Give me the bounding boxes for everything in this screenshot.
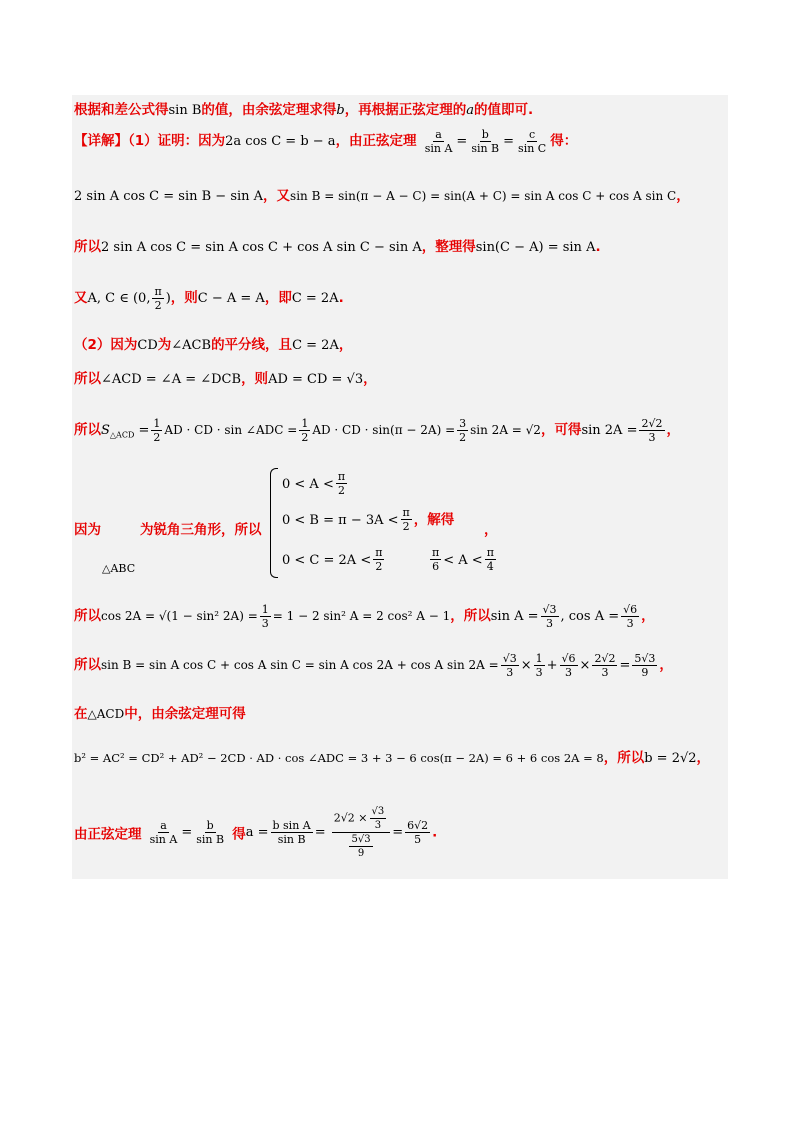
- inequality-row: 0 < C = 2A < $\frac{\pi}{2}$: [282, 546, 383, 573]
- fraction: $\frac{3}{2}$: [459, 417, 467, 444]
- brace-icon: [270, 468, 278, 578]
- fraction: $\frac{b}{\text{sin B}}$: [471, 128, 500, 155]
- inequality-row: 0 < B = π − 3A < $\frac{\pi}{2}$ ，解得: [282, 506, 455, 533]
- fraction: $\frac{\pi}{2}$: [402, 506, 410, 533]
- cosine-law-line: b² = AC² = CD² + AD² − 2CD · AD · cos ∠ADC = 3 + 3 − 6 cos(π − 2A) = 6 + 6 cos 2A = 8，所以b = 2√2，: [74, 750, 711, 766]
- triangle-ACD-line: 在△ACD中，由余弦定理可得: [74, 706, 246, 722]
- sine-law-final-line: 由正弦定理 $\frac{a}{\text{sin A}}$ = $\frac{b}{\text{sin B}}$ 得a = $\frac{\text{b sin A}}{\text{sin B}}$ = 2√2 × $\frac{√3}{3}$ $\frac{5√3}{9}$ = $\frac{6√2}{5}$ .: [74, 806, 438, 859]
- fraction: $\frac{5√3}{9}$: [634, 652, 656, 679]
- fraction: $\frac{1}{2}$: [301, 417, 309, 444]
- fraction: $\frac{\pi}{6}$: [432, 546, 440, 573]
- fraction: $\frac{√6}{3}$: [623, 603, 638, 630]
- conclusion-part1-line: 又A, C ∈ (0, $\frac{\pi}{2}$ )，则C − A = A，即C = 2A.: [74, 285, 344, 312]
- fraction: $\frac{\pi}{2}$: [337, 470, 346, 497]
- fraction: $\frac{1}{2}$: [153, 417, 161, 444]
- fraction: $\frac{\pi}{2}$: [154, 285, 162, 312]
- area-formula-line: 所以$S_{\triangle ACD}$ = $\frac{1}{2}$ AD · CD · sin ∠ADC = $\frac{1}{2}$ AD · CD · sin(π − 2A) = $\frac{3}{2}$ sin 2A = √2，可得sin 2A = $\frac{2√2}{3}$ ，: [74, 417, 680, 444]
- range-of-A: $\frac{\pi}{6}$ < A < $\frac{\pi}{4}$: [432, 546, 494, 573]
- inequality-row: 0 < A < $\frac{\pi}{2}$: [282, 470, 346, 497]
- fraction: $\frac{1}{3}$: [261, 603, 269, 630]
- fraction: $\frac{6√2}{5}$: [407, 819, 429, 846]
- complex-fraction: 2√2 × $\frac{√3}{3}$ $\frac{5√3}{9}$: [332, 805, 390, 860]
- fraction: $\frac{√3}{3}$: [542, 603, 557, 630]
- fraction: $\frac{2√2}{3}$: [594, 652, 616, 679]
- rearrange-line: 所以2 sin A cos C = sin A cos C + cos A sin C − sin A，整理得sin(C − A) = sin A.: [74, 239, 601, 255]
- angle-bisector-line: 所以∠ACD = ∠A = ∠DCB，则AD = CD = √3，: [74, 371, 377, 387]
- fraction: $\frac{2√2}{3}$: [641, 417, 663, 444]
- fraction: $\frac{b}{\text{sin B}}$: [196, 819, 225, 846]
- fraction: $\frac{c}{\text{sin C}}$: [518, 128, 547, 155]
- fraction: $\frac{\text{b sin A}}{\text{sin B}}$: [272, 819, 311, 846]
- fraction: $\frac{a}{\text{sin A}}$: [149, 819, 178, 846]
- fraction: $\frac{\pi}{2}$: [375, 546, 383, 573]
- fraction: $\frac{a}{\text{sin A}}$: [424, 128, 453, 155]
- fraction: $\frac{\pi}{4}$: [486, 546, 494, 573]
- fraction: $\frac{1}{3}$: [535, 652, 543, 679]
- fraction: $\frac{√3}{3}$: [502, 652, 517, 679]
- cos2A-line: 所以cos 2A = √(1 − sin² 2A) = $\frac{1}{3}$ = 1 − 2 sin² A = 2 cos² A − 1，所以sin A = $\frac{√3}{3}$ , cos A = $\frac{√6}{3}$ ，: [74, 603, 655, 630]
- detail-proof-line: 【详解】（1）证明：因为2a cos C = b − a，由正弦定理 $\frac{a}{\text{sin A}}$ = $\frac{b}{\text{sin B}}$ = $\frac{c}{\text{sin C}}$ 得：: [74, 128, 578, 155]
- sinB-line: 所以sin B = sin A cos C + cos A sin C = sin A cos 2A + cos A sin 2A = $\frac{√3}{3}$ × $\frac{1}{3}$ + $\frac{√6}{3}$ × $\frac{2√2}{3}$ = $\frac{5√3}{9}$ ，: [74, 652, 673, 679]
- sine-expansion-line: 2 sin A cos C = sin B − sin A，又sin B = sin(π − A − C) = sin(A + C) = sin A cos C + cos A sin C，: [74, 188, 690, 204]
- part2-intro-line: （2）因为CD为∠ACB的平分线，且C = 2A，: [74, 337, 353, 353]
- solution-intro-line: 根据和差公式得sin B的值，由余弦定理求得b，再根据正弦定理的a的值即可.: [74, 102, 534, 118]
- fraction: $\frac{√6}{3}$: [561, 652, 576, 679]
